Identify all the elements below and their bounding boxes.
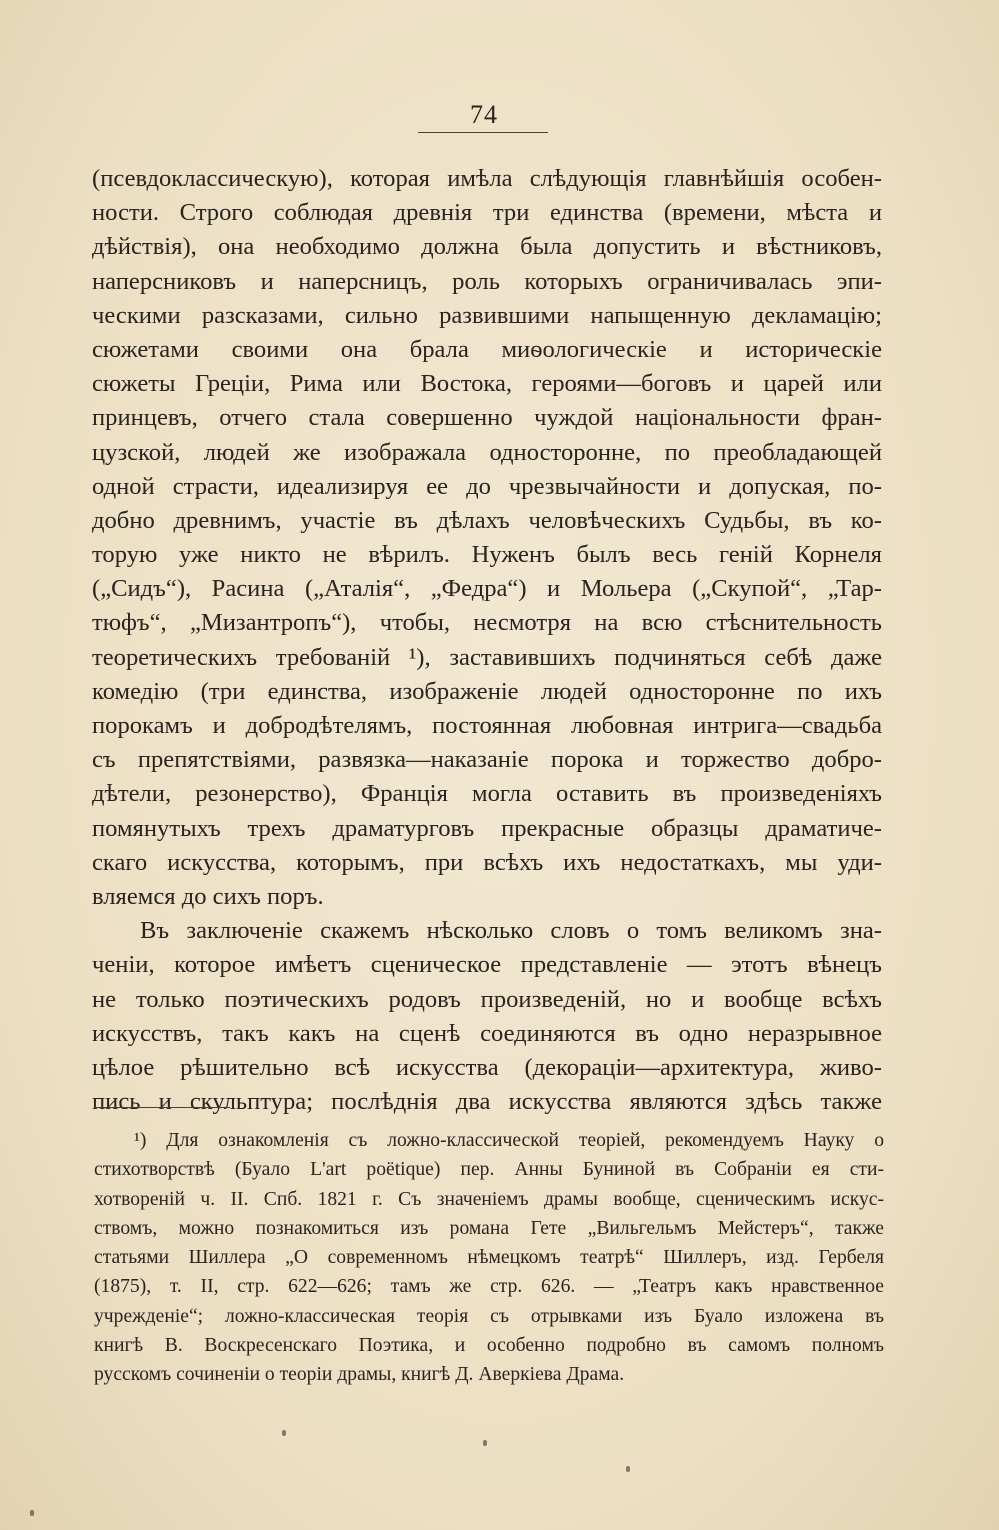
text-line: („Сидъ“), Расина („Аталія“, „Федра“) и Мольера („Скупой“, „Тар- <box>92 575 882 603</box>
text-line: теоретическихъ требованій ¹), заставившихъ подчиняться себѣ даже <box>92 643 882 671</box>
footnote-line: стихотворствѣ (Буало L'art poëtique) пер. Анны Буниной въ Собраніи ея сти- <box>94 1159 884 1181</box>
text-line: сюжеты Греціи, Рима или Востока, героями—боговъ и царей или <box>92 370 882 398</box>
text-line: торую уже никто не вѣрилъ. Нуженъ былъ весь геній Корнеля <box>92 541 882 569</box>
text-line: сюжетами своими она брала миѳологическіе и историческіе <box>92 335 882 363</box>
footnote-line: ¹) Для ознакомленія съ ложно-классической теоріей, рекомендуемъ Науку о <box>134 1130 884 1151</box>
text-line: помянутыхъ трехъ драматурговъ прекрасные образцы драматиче- <box>92 814 882 842</box>
text-line: наперсниковъ и наперсницъ, роль которыхъ ограничивалась эпи- <box>92 267 882 295</box>
text-line: искусствъ, такъ какъ на сценѣ соединяются въ одно неразрывное <box>92 1019 882 1047</box>
text-line: (псевдоклассическую), которая имѣла слѣдующія главнѣйшія особен- <box>92 165 882 192</box>
text-line: комедію (три единства, изображеніе людей односторонне по ихъ <box>92 677 882 705</box>
footnote-line: русскомъ сочиненіи о теоріи драмы, книгѣ Д. Аверкіева Драма. <box>94 1364 625 1386</box>
text-line: принцевъ, отчего стала совершенно чуждой національности фран- <box>92 404 882 432</box>
page-number: 74 <box>470 100 498 129</box>
footnote-line: статьями Шиллера „О современномъ нѣмецкомъ театрѣ“ Шиллеръ, изд. Гербеля <box>94 1247 884 1269</box>
text-line: ности. Строго соблюдая древнія три единства (времени, мѣста и <box>92 199 882 227</box>
text-line: не только поэтическихъ родовъ произведеній, но и вообще всѣхъ <box>92 985 882 1013</box>
text-line: съ препятствіями, развязка—наказаніе порока и торжество добро- <box>92 746 882 774</box>
text-line: ческими разсказами, сильно развившими напыщенную декламацію; <box>92 301 882 329</box>
footnote-rule <box>94 1107 230 1108</box>
footnote-line: ствомъ, можно познакомиться изъ романа Гете „Вильгельмъ Мейстеръ“, также <box>94 1217 884 1239</box>
text-line: порокамъ и добродѣтелямъ, постоянная любовная интрига—свадьба <box>92 712 882 739</box>
body-text <box>92 162 882 1119</box>
footnote-line: хотвореній ч. II. Спб. 1821 г. Съ значеніемъ драмы вообще, сценическимъ искус- <box>94 1188 884 1210</box>
footnotes <box>94 1126 884 1390</box>
header-rule <box>418 132 548 133</box>
text-line: одной страсти, идеализируя ее до чрезвычайности и допуская, по- <box>92 472 882 500</box>
text-line: ченіи, которое имѣетъ сценическое представленіе — этотъ вѣнецъ <box>92 951 882 979</box>
text-line: цузской, людей же изображала односторонне, по преобладающей <box>92 438 882 466</box>
text-line: тюфъ“, „Мизантропъ“), чтобы, несмотря на всю стѣснительность <box>92 609 882 637</box>
text-line: скаго искусства, которымъ, при всѣхъ ихъ недостаткахъ, мы уди- <box>92 848 882 876</box>
text-line: Въ заключеніе скажемъ нѣсколько словъ о томъ великомъ зна- <box>140 917 882 945</box>
ink-speck <box>30 1510 34 1516</box>
text-line: добно древнимъ, участіе въ дѣлахъ человѣческихъ Судьбы, въ ко- <box>92 506 882 534</box>
footnote-line: учрежденіе“; ложно-классическая теорія съ отрывками изъ Буало изложена въ <box>94 1305 884 1327</box>
text-line: пись и скульптура; послѣднія два искусства являются здѣсь также <box>92 1088 882 1116</box>
ink-speck <box>282 1430 286 1436</box>
text-line: цѣлое рѣшительно всѣ искусства (декораціи—архитектура, живо- <box>92 1053 882 1081</box>
footnote-line: (1875), т. II, стр. 622—626; тамъ же стр. 626. — „Театръ какъ нравственное <box>94 1276 884 1298</box>
text-line: вляемся до сихъ поръ. <box>92 882 324 910</box>
footnote-line: книгѣ В. Воскресенскаго Поэтика, и особенно подробно въ самомъ полномъ <box>94 1335 884 1357</box>
ink-speck <box>626 1466 630 1472</box>
ink-speck <box>483 1440 487 1446</box>
text-line: дѣтели, резонерство), Франція могла оставить въ произведеніяхъ <box>92 780 882 808</box>
text-line: дѣйствія), она необходимо должна была допустить и вѣстниковъ, <box>92 233 882 261</box>
